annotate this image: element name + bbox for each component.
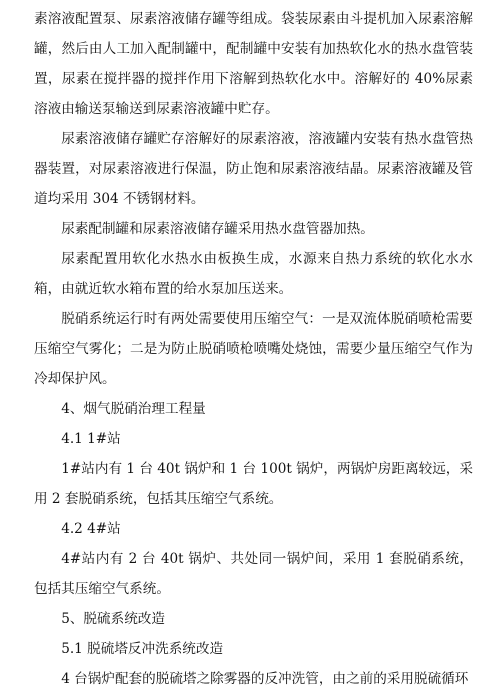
subsection-heading-5-1: 5.1 脱硫塔反冲洗系统改造	[61, 641, 224, 657]
paragraph-station-4: 4#站内有 2 台 40t 锅炉、共处同一锅炉间，采用 1 套脱硝系统，包括其压缩空气系统。	[34, 551, 473, 597]
paragraph-heating: 尿素配制罐和尿素溶液储存罐采用热水盘管器加热。	[61, 221, 374, 237]
section-heading-5: 5、脱硫系统改造	[61, 611, 165, 627]
subsection-heading-4-1: 4.1 1#站	[61, 431, 121, 447]
paragraph-station-1: 1#站内有 1 台 40t 锅炉和 1 台 100t 锅炉，两锅炉房距离较远，采用 2 套脱硝系统，包括其压缩空气系统。	[34, 461, 473, 507]
paragraph-backwash: 4 台锅炉配套的脱硫塔之除雾器的反冲洗管，由之前的采用脱硫循环	[61, 671, 469, 687]
paragraph-soft-water: 尿素配置用软化水热水由板换生成，水源来自热力系统的软化水水箱，由就近软水箱布置的给水泵加压送来。	[34, 251, 473, 297]
paragraph-compressed-air: 脱硝系统运行时有两处需要使用压缩空气：一是双流体脱硝喷枪需要压缩空气雾化；二是为防止脱硝喷枪喷嘴处烧蚀，需要少量压缩空气作为冷却保护风。	[34, 311, 473, 387]
paragraph-storage-tank: 尿素溶液储存罐贮存溶解好的尿素溶液，溶液罐内安装有热水盘管热器装置，对尿素溶液进行保温，防止饱和尿素溶液结晶。尿素溶液罐及管道均采用 304 不锈钢材料。	[34, 131, 473, 207]
section-heading-4: 4、烟气脱硝治理工程量	[61, 401, 206, 417]
subsection-heading-4-2: 4.2 4#站	[61, 521, 121, 537]
paragraph-urea-preparation-cont: 素溶液配置泵、尿素溶液储存罐等组成。袋装尿素由斗提机加入尿素溶解罐，然后由人工加入配制罐中，配制罐中安装有加热软化水的热水盘管装置，尿素在搅拌器的搅拌作用下溶解到热软化水中。溶解好的 40%尿素溶液由输送泵输送到尿素溶液罐中贮存。	[34, 11, 473, 117]
